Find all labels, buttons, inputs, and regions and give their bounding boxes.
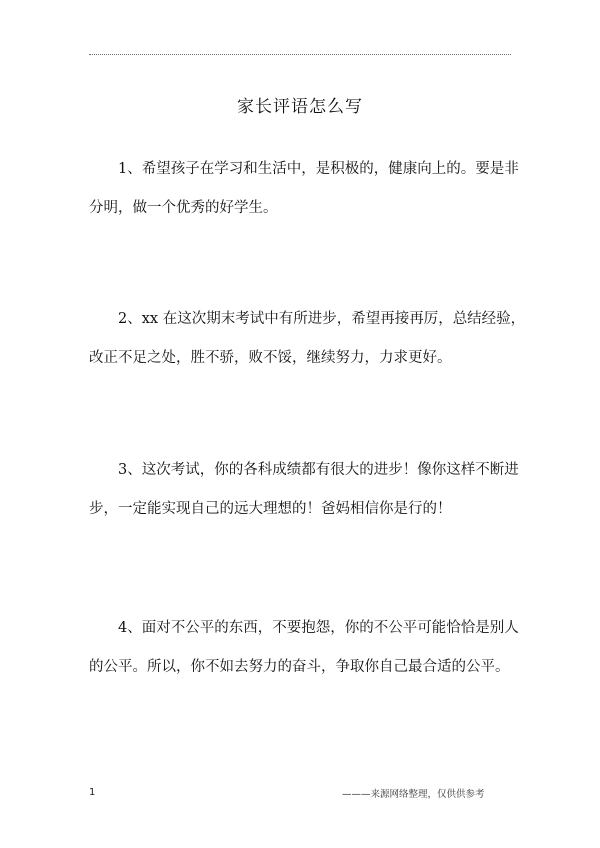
paragraph-3 xyxy=(89,451,519,529)
header-dotted-rule xyxy=(89,54,511,55)
paragraph-1 xyxy=(89,150,519,228)
document-title: 家长评语怎么写 xyxy=(237,97,363,117)
paragraph-line: 2、xx 在这次期末考试中有所进步，希望再接再厉，总结经验， xyxy=(118,311,526,327)
paragraph-line: 的公平。所以，你不如去努力的奋斗，争取你自己最合适的公平。 xyxy=(89,659,510,675)
footer-source-note: ———来源网络整理，仅供供参考 xyxy=(342,789,485,800)
page-number: 1 xyxy=(89,787,96,798)
paragraph-4 xyxy=(89,609,519,687)
paragraph-2 xyxy=(89,300,526,378)
paragraph-line: 步，一定能实现自己的远大理想的！爸妈相信你是行的！ xyxy=(89,501,452,517)
paragraph-line: 4、面对不公平的东西，不要抱怨，你的不公平可能恰恰是别人 xyxy=(118,620,519,636)
paragraph-line: 1、希望孩子在学习和生活中，是积极的，健康向上的。要是非 xyxy=(118,161,519,177)
paragraph-line: 分明，做一个优秀的好学生。 xyxy=(89,200,278,216)
paragraph-line: 改正不足之处，胜不骄，败不馁，继续努力，力求更好。 xyxy=(89,350,452,366)
paragraph-line: 3、这次考试，你的各科成绩都有很大的进步！像你这样不断进 xyxy=(118,462,519,478)
